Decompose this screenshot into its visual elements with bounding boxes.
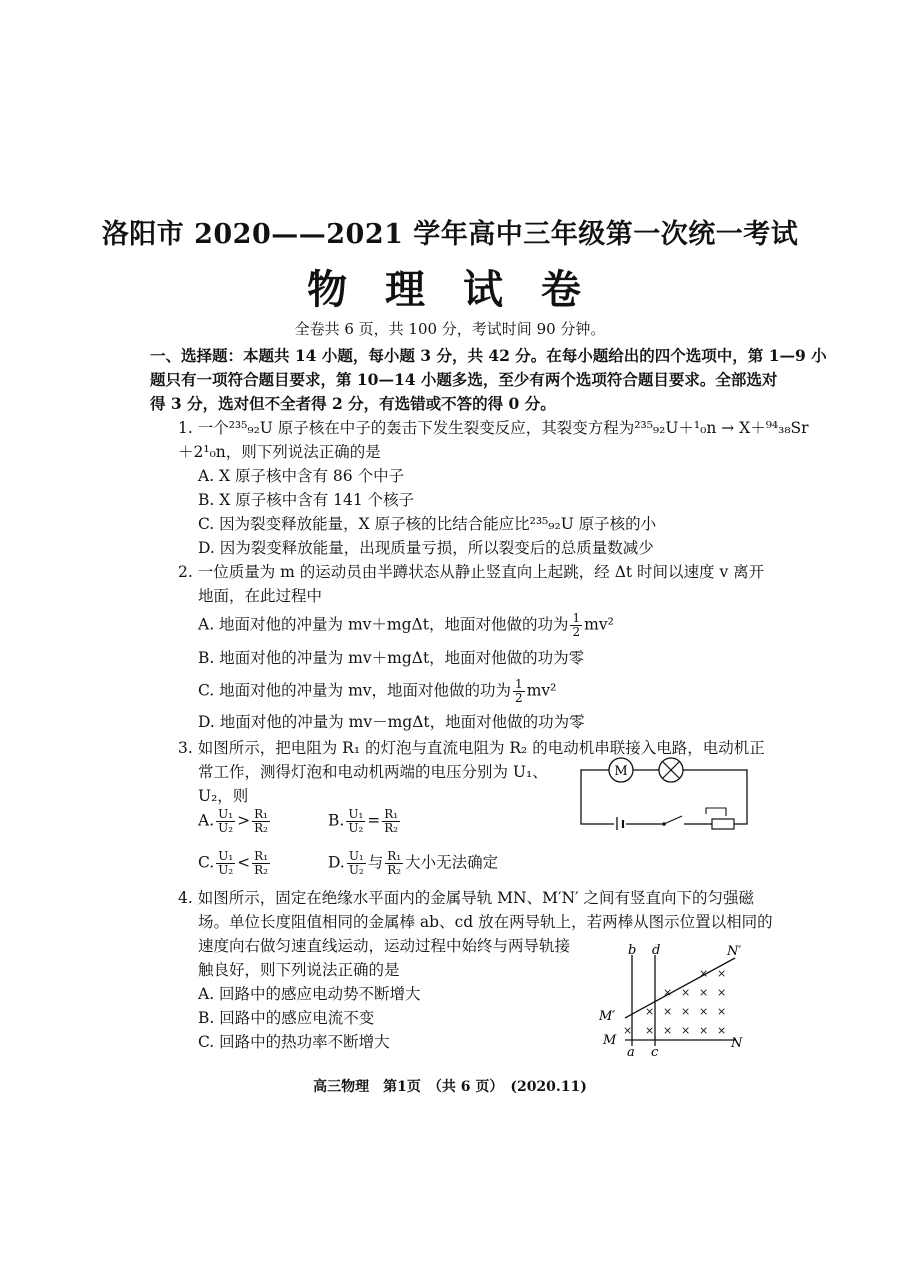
magnetic-field-cross: × bbox=[699, 967, 709, 980]
battery-symbol bbox=[614, 816, 626, 830]
q1-stem-2: ＋2¹₀n，则下列说法正确的是 bbox=[178, 443, 381, 461]
magnetic-field-cross: × bbox=[717, 986, 727, 999]
magnetic-field-cross: × bbox=[663, 986, 673, 999]
q2-option-d: D. 地面对他的冲量为 mv－mgΔt，地面对他做的功为零 bbox=[198, 713, 585, 731]
magnetic-field-cross: × bbox=[699, 1005, 709, 1018]
q4-stem-1: 4. 如图所示，固定在绝缘水平面内的金属导轨 MN、M′N′ 之间有竖直向下的匀强磁 bbox=[178, 889, 754, 907]
instructions-line-1: 一、选择题：本题共 14 小题，每小题 3 分，共 42 分。在每小题给出的四个选项中，第 1—9 小 bbox=[150, 346, 827, 365]
q2-option-c: C. 地面对他的冲量为 mv，地面对他做的功为 $\frac{1}{2}$ mv² bbox=[198, 677, 557, 705]
magnetic-field-cross: × bbox=[663, 1005, 673, 1018]
rails-diagram bbox=[595, 940, 755, 1060]
label-b: b bbox=[628, 943, 637, 958]
switch-symbol bbox=[662, 816, 684, 830]
magnetic-field-cross: × bbox=[645, 1024, 655, 1037]
magnetic-field-cross: × bbox=[623, 1024, 633, 1037]
q3-option-b: B. $\frac{\text{U₁}}{\text{U₂}}$ = $\frac{\text{R₁}}{\text{R₂}}$ bbox=[328, 807, 399, 835]
magnetic-field-cross: × bbox=[681, 1005, 691, 1018]
magnetic-field-cross: × bbox=[681, 1024, 691, 1037]
magnetic-field-cross: × bbox=[717, 1005, 727, 1018]
magnetic-field-cross: × bbox=[717, 1024, 727, 1037]
magnetic-field-cross: × bbox=[681, 986, 691, 999]
half-fraction: $\frac{1}{2}$ bbox=[572, 611, 581, 639]
q4-option-b: B. 回路中的感应电流不变 bbox=[198, 1009, 375, 1027]
label-n-prime: N′ bbox=[727, 944, 742, 959]
label-m-prime: M′ bbox=[599, 1009, 616, 1024]
magnetic-field-cross: × bbox=[699, 986, 709, 999]
instructions-line-3: 得 3 分，选对但不全者得 2 分，有选错或不答的得 0 分。 bbox=[150, 394, 556, 413]
magnetic-field-cross: × bbox=[717, 967, 727, 980]
q4-option-c: C. 回路中的热功率不断增大 bbox=[198, 1033, 390, 1051]
q3-stem-3: U₂，则 bbox=[198, 787, 249, 805]
lamp-symbol bbox=[659, 758, 683, 782]
subject-title: 物 理 试 卷 bbox=[307, 266, 593, 313]
q1-option-d: D. 因为裂变释放能量，出现质量亏损，所以裂变后的总质量数减少 bbox=[198, 539, 654, 557]
exam-title: 洛阳市 2020——2021 学年高中三年级第一次统一考试 bbox=[101, 219, 799, 250]
rheostat-symbol bbox=[706, 808, 734, 829]
magnetic-field-cross: × bbox=[699, 1024, 709, 1037]
q3-option-d: D. $\frac{\text{U₁}}{\text{U₂}}$ 与 $\frac{\text{R₁}}{\text{R₂}}$ 大小无法确定 bbox=[328, 849, 499, 877]
magnetic-field-cross: × bbox=[645, 1005, 655, 1018]
page-footer: 高三物理 第1页 （共 6 页） (2020.11) bbox=[313, 1079, 587, 1095]
motor-label: M bbox=[614, 764, 628, 779]
q4-stem-3: 速度向右做匀速直线运动，运动过程中始终与两导轨接 bbox=[198, 937, 571, 955]
q3-option-a: A. $\frac{\text{U₁}}{\text{U₂}}$ > $\frac{\text{R₁}}{\text{R₂}}$ bbox=[198, 807, 268, 835]
label-d: d bbox=[652, 943, 661, 958]
circuit-diagram bbox=[578, 752, 750, 830]
q3-option-c: C. $\frac{\text{U₁}}{\text{U₂}}$ < $\frac{\text{R₁}}{\text{R₂}}$ bbox=[198, 849, 269, 877]
q3-stem-2: 常工作，测得灯泡和电动机两端的电压分别为 U₁、 bbox=[198, 763, 548, 781]
magnetic-field-cross: × bbox=[663, 1024, 673, 1037]
q4-option-a: A. 回路中的感应电动势不断增大 bbox=[198, 985, 421, 1003]
q1-stem-1: 1. 一个²³⁵₉₂U 原子核在中子的轰击下发生裂变反应，其裂变方程为²³⁵₉₂U＋¹₀n → X＋⁹⁴₃₈Sr bbox=[178, 419, 809, 437]
q4-stem-4: 触良好，则下列说法正确的是 bbox=[198, 961, 400, 979]
q1-option-a: A. X 原子核中含有 86 个中子 bbox=[198, 467, 405, 485]
q2-stem-1: 2. 一位质量为 m 的运动员由半蹲状态从静止竖直向上起跳，经 Δt 时间以速度 v 离开 bbox=[178, 563, 765, 581]
q2-stem-2: 地面，在此过程中 bbox=[198, 587, 323, 605]
q2-option-a: A. 地面对他的冲量为 mv＋mgΔt，地面对他做的功为 $\frac{1}{2}$ mv² bbox=[198, 611, 614, 639]
half-fraction: $\frac{1}{2}$ bbox=[515, 677, 523, 705]
label-m: M bbox=[603, 1033, 617, 1048]
instructions-line-2: 题只有一项符合题目要求，第 10—14 小题多选，至少有两个选项符合题目要求。全部选对 bbox=[150, 370, 778, 389]
label-c: c bbox=[651, 1045, 659, 1060]
exam-meta: 全卷共 6 页，共 100 分，考试时间 90 分钟。 bbox=[294, 320, 606, 338]
q3-stem-1: 3. 如图所示，把电阻为 R₁ 的灯泡与直流电阻为 R₂ 的电动机串联接入电路，电动机正 bbox=[178, 739, 765, 757]
q1-option-c: C. 因为裂变释放能量，X 原子核的比结合能应比²³⁵₉₂U 原子核的小 bbox=[198, 515, 657, 533]
q4-stem-2: 场。单位长度阻值相同的金属棒 ab、cd 放在两导轨上，若两棒从图示位置以相同的 bbox=[198, 913, 773, 931]
q1-option-b: B. X 原子核中含有 141 个核子 bbox=[198, 491, 415, 509]
label-n: N bbox=[731, 1036, 743, 1051]
q2-option-b: B. 地面对他的冲量为 mv＋mgΔt，地面对他做的功为零 bbox=[198, 649, 585, 667]
label-a: a bbox=[627, 1045, 635, 1060]
